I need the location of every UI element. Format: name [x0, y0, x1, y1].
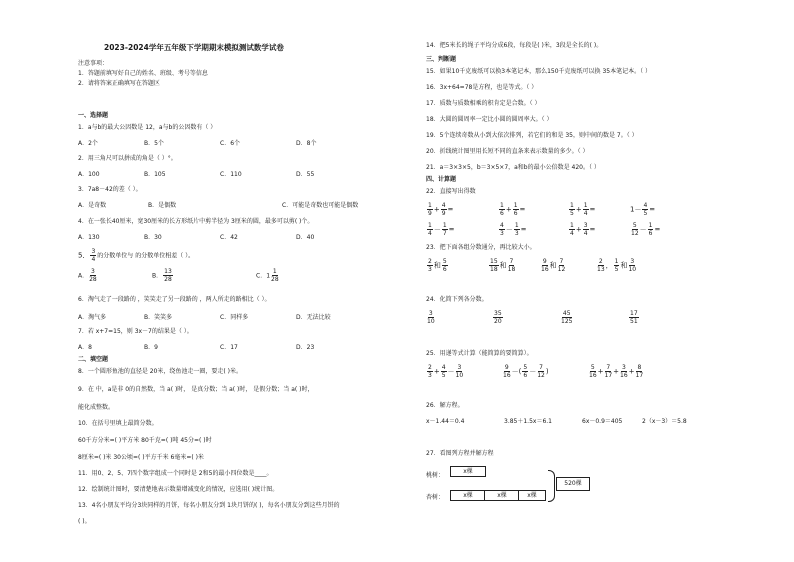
apricot-label: 杏树： [426, 494, 445, 501]
q27: 27．看图列方程并解方程 [426, 450, 494, 457]
q2-options [78, 171, 328, 179]
q4-options [78, 234, 328, 242]
peach-box: x棵 [450, 466, 486, 477]
q24: 24．化简下列各分数。 [426, 296, 488, 303]
equation-3: 6x－0.9＝405 [582, 418, 623, 425]
q6-option-c[interactable]: C．同样多 [220, 314, 249, 321]
q3-option-c[interactable]: C．可能是奇数也可能是偶数 [282, 202, 359, 209]
q7-options [78, 344, 328, 352]
equation-2: 3.85＋1.5x＝6.1 [504, 418, 552, 425]
q25-row [426, 364, 658, 379]
fraction: $\frac{3}{4}$ [91, 248, 96, 263]
q9-line2: 能化成整数。 [78, 404, 115, 411]
q4-option-b[interactable]: B．30 [144, 234, 162, 241]
q18: 18．大圆的圆周率一定比小圆的圆周率大。（ ） [426, 116, 553, 123]
q3-option-b[interactable]: B．是偶数 [148, 202, 177, 209]
q24-row [426, 310, 654, 325]
notes-heading: 注意事项： [78, 60, 109, 67]
q7-option-a[interactable]: A．8 [78, 344, 92, 351]
q5-text: 的分数单位与 的分数单位相差（ ）。 [97, 252, 195, 260]
q2-option-b[interactable]: B．105 [144, 171, 166, 178]
equation-4: 2（x－3）＝5.8 [642, 418, 687, 425]
expr: $\frac{45}{125}$ [561, 310, 573, 325]
total-box: 520棵 [556, 477, 590, 491]
q9-line1: 9．在 中，a是非 0的自然数，当 a( )时， 是真分数；当 a( )时， 是假分数；当 a( )时， [78, 386, 314, 393]
q22-row1 [426, 202, 669, 217]
q13-line1: 13．4名小朋友平均分3块同样的月饼，每名小朋友分到 1块月饼的( )，每名小朋友分到这些月饼的 [78, 502, 340, 509]
q7-option-b[interactable]: B．9 [144, 344, 158, 351]
q23: 23．把下面各组分数通分，再比较大小。 [426, 244, 536, 251]
total-brace [548, 470, 555, 502]
q26-equations [426, 418, 701, 426]
q21: 21．a＝3×3×5，b＝3×5×7，a和b的最小公倍数是 420。（ ） [426, 164, 600, 171]
expr: $\frac{35}{20}$ [494, 310, 502, 325]
q5: 5． $\frac{3}{4}$ 的分数单位与 的分数单位相差（ ）。 [78, 248, 195, 263]
section-choice: 一、选择题 [78, 112, 109, 119]
q4-option-a[interactable]: A．130 [78, 234, 100, 241]
q4-option-d[interactable]: D．40 [296, 234, 315, 241]
q2-option-c[interactable]: C．110 [220, 171, 242, 178]
q2-option-a[interactable]: A．100 [78, 171, 100, 178]
expr: $\frac{2}{13}$ ， $\frac{1}{5}$ 和 $\frac{3}{10}$ [597, 258, 637, 273]
q1-option-a[interactable]: A．2个 [78, 140, 98, 147]
note-2: 2．请将答案正确填写在答题区 [78, 80, 160, 87]
q7-option-d[interactable]: D．23 [296, 344, 315, 351]
expr: $\frac{5}{12}$ － $\frac{1}{6}$ = [631, 222, 661, 237]
q6: 6．淘气走了一段路的 ，笑笑走了另一段路的 ，两人所走的路相比（ ）。 [78, 296, 271, 303]
q6-option-b[interactable]: B．笑笑多 [144, 314, 173, 321]
q6-option-d[interactable]: D．无法比较 [296, 314, 331, 321]
q15: 15．如果10千克废纸可以换3本笔记本，那么150千克废纸可以换 35本笔记本。（ ） [426, 68, 651, 75]
q1-option-d[interactable]: D．8个 [296, 140, 317, 147]
expr: $\frac{1}{9}$ + $\frac{4}{9}$ = [428, 202, 454, 217]
q2: 2．用三角尺可以拼成的角是（ ）°。 [78, 155, 177, 162]
q1-options [78, 140, 330, 148]
expr: $\frac{1}{4}$ － $\frac{1}{7}$ = [428, 222, 455, 237]
apricot-box-3: x棵 [518, 490, 546, 501]
expr: $\frac{9}{16}$ 和 $\frac{7}{12}$ [541, 258, 566, 273]
q6-option-a[interactable]: A．淘气多 [78, 314, 107, 321]
q7-option-c[interactable]: C．17 [220, 344, 238, 351]
q1-option-b[interactable]: B．5个 [144, 140, 164, 147]
q5-option-c[interactable]: C．1 $\frac{1}{28}$ [256, 268, 279, 283]
expr: $\frac{2}{3}$ + $\frac{4}{5}$ － $\frac{3}{10}$ [428, 364, 464, 379]
expr: 1－ $\frac{4}{5}$ = [630, 202, 656, 217]
q5-options [78, 268, 294, 283]
expr: $\frac{3}{10}$ [427, 310, 435, 325]
q5-option-a[interactable]: A． $\frac{3}{28}$ [78, 268, 97, 283]
q20: 20．折线统计图里用长短不同的直条来表示数量的多少。（ ） [426, 148, 589, 155]
q26: 26．解方程。 [426, 402, 464, 409]
q23-row [426, 258, 651, 273]
q10-row2: 8厘米=( )米 30公顷=( )平方千米 6毫米=( )米 [78, 454, 204, 461]
q12: 12．绘制统计图时，要清楚地表示数量增减变化的情况，应选用( )统计图。 [78, 486, 279, 493]
q11: 11．用0、2、5、7四个数字组成一个同时是 2和5的最小四位数是____。 [78, 470, 273, 477]
q3-option-a[interactable]: A．是奇数 [78, 202, 107, 209]
q5-option-b[interactable]: B． $\frac{13}{28}$ [152, 268, 172, 283]
expr: $\frac{17}{51}$ [630, 310, 638, 325]
note-1: 1．答题前填写好自己的姓名、班级、考号等信息 [78, 70, 208, 77]
q13-line2: ( )。 [78, 518, 91, 525]
q1-option-c[interactable]: C．6个 [220, 140, 241, 147]
q16: 16．3x+64=78是方程，也是等式。（ ） [426, 84, 538, 91]
section-judge: 三、判断题 [426, 56, 457, 63]
expr: $\frac{1}{4}$ + $\frac{3}{4}$ = [570, 222, 596, 237]
expr: $\frac{2}{3}$ 和 $\frac{5}{6}$ [428, 258, 447, 273]
q10-row1: 60千方分米=( )平方米 80千克=( )吨 45分=( )时 [78, 437, 212, 444]
q22-row2 [426, 222, 674, 237]
q1: 1．a与b的最大公因数是 12，a与b的公因数有（ ） [78, 124, 217, 131]
q22: 22．直接写出得数 [426, 188, 476, 195]
q4-option-c[interactable]: C．42 [220, 234, 238, 241]
equation-1: x－1.44＝0.4 [426, 418, 465, 425]
section-calc: 四、计算题 [426, 176, 457, 183]
apricot-box-2: x棵 [484, 490, 520, 501]
section-fill: 二、填空题 [78, 356, 109, 363]
expr: $\frac{1}{6}$ + $\frac{1}{6}$ = [500, 202, 526, 217]
q4: 4．在一张长40厘米，宽30厘米的长方形纸片中剪半径为 3厘米的圆，最多可以剪( )个。 [78, 218, 314, 225]
q8: 8．一个圆形鱼池的直径是 20米，绕鱼池走一圈，要走( )米。 [78, 368, 242, 375]
q3-options [78, 202, 372, 210]
expr: $\frac{9}{16}$ －( $\frac{5}{6}$ － $\frac{7}{12}$ ) [503, 364, 549, 379]
q7: 7．若 x+7=15，则 3x－7的结果是（ ）。 [78, 328, 193, 335]
expr: $\frac{1}{5}$ + $\frac{1}{4}$ = [570, 202, 596, 217]
expr: $\frac{15}{18}$ 和 $\frac{7}{18}$ [490, 258, 516, 273]
q25: 25．用递等式计算（能简算的要简算）。 [426, 350, 533, 357]
q2-option-d[interactable]: D．55 [296, 171, 315, 178]
expr: $\frac{4}{3}$ － $\frac{1}{3}$ = [500, 222, 527, 237]
peach-label: 桃树： [426, 472, 445, 479]
q19: 19．5个连续奇数从小到大依次排列，若它们的和是 35，则中间的数是 7。（ ） [426, 132, 638, 139]
exam-title: 2023-2024学年五年级下学期期末模拟测试数学试卷 [104, 43, 284, 52]
q10: 10．在括号里填上最简分数。 [78, 420, 158, 427]
q6-options [78, 314, 345, 322]
q14: 14．把5米长的绳子平均分成6段，每段是( )米，3段是全长的( )。 [426, 42, 603, 49]
q17: 17．质数与质数相乘的积肯定是合数。（ ） [426, 100, 541, 107]
apricot-box-1: x棵 [450, 490, 486, 501]
expr: $\frac{5}{16}$ + $\frac{7}{17}$ + $\frac{3}{16}$ + $\frac{8}{17}$ [589, 364, 644, 379]
q3: 3．7a8－42的差（ ）。 [78, 186, 142, 193]
